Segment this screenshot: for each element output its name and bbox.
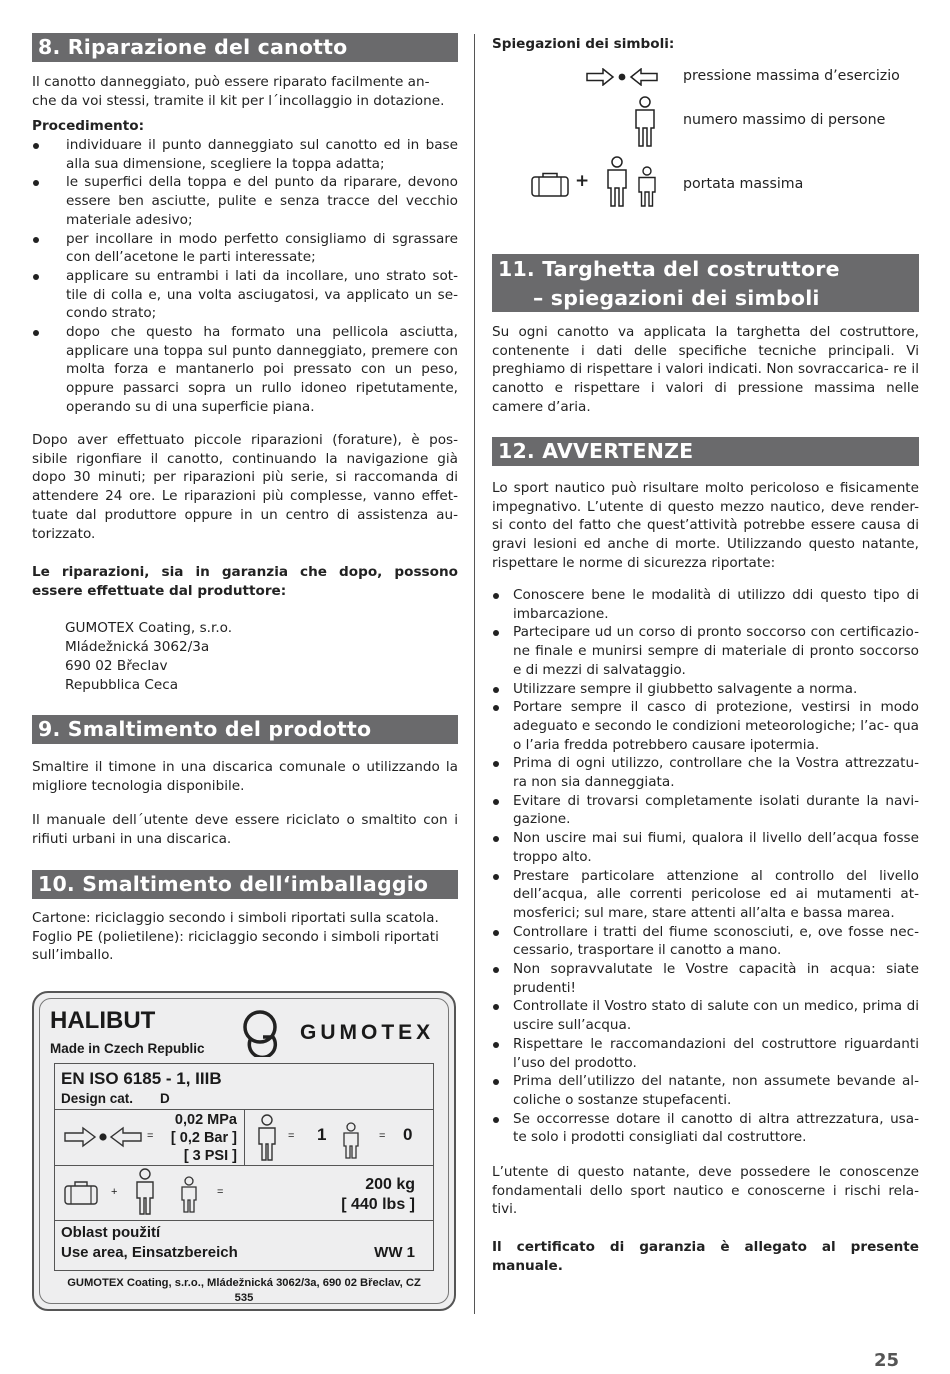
plate-pressure-mpa: 0,02 MPa xyxy=(174,1112,237,1128)
plate-design-value: D xyxy=(160,1091,170,1106)
adult-person-icon xyxy=(604,156,630,208)
plate-persons-adult: 1 xyxy=(317,1125,327,1144)
section-12-outro: L’utente di questo natante, deve possedere le conoscenze fondamentali dello sport nautico e conoscerne i rischi rela- tivi. xyxy=(492,1164,919,1218)
plate-equals: = xyxy=(147,1130,154,1142)
list-item: Conoscere bene le modalità di utilizzo ddi questo tipo di imbarcazione. xyxy=(492,586,919,623)
list-item: individuare il punto danneggiato sul canotto ed in base alla sua dimensione, scegliere la toppa adatta; xyxy=(32,136,458,173)
section-10-text: Cartone: riciclaggio secondo i simboli riportati sulla scatola. Foglio PE (polietilene): riciclaggio secondo i simboli riportati sull’imballo. xyxy=(32,910,439,964)
list-item: Controllate il Vostro stato di salute con un medico, prima di uscire sull’acqua. xyxy=(492,997,919,1034)
symbol-load-label: portata massima xyxy=(683,176,804,192)
plate-pressure-bar: [ 0,2 Bar ] xyxy=(170,1130,237,1146)
plate-load-kg: 200 kg xyxy=(365,1176,415,1193)
plate-product-name: HALIBUT xyxy=(50,1007,156,1034)
column-divider xyxy=(474,34,475,1314)
plate-area-label: Use area, Einsatzbereich xyxy=(61,1244,238,1261)
section-8-title: 8. Riparazione del canotto xyxy=(32,33,458,62)
list-item: Controllare i tratti del fiume sconosciuti, e, ove fosse nec- cessario, trasportare il canotto a mano. xyxy=(492,923,919,960)
list-item: Non sopravvalutate le Vostre capacità in acqua: siate prudenti! xyxy=(492,960,919,997)
adult-person-icon xyxy=(255,1114,279,1162)
section-9-title: 9. Smaltimento del prodotto xyxy=(32,715,458,744)
list-item: Prestare particolare attenzione al controllo del livello dell’acqua, alle correnti pericolose ed ai mutamenti at- mosferici; sul mare, stare attenti all’alta e bassa marea. xyxy=(492,867,919,923)
section-9-p2: Il manuale dell´utente deve essere riciclato o smaltito con i rifiuti urbani in una discarica. xyxy=(32,812,458,847)
procedure-label: Procedimento: xyxy=(32,118,145,134)
plate-pressure-psi: [ 3 PSI ] xyxy=(183,1148,237,1164)
plate-equals: = xyxy=(379,1130,386,1142)
section-12-intro: Lo sport nautico può risultare molto pericoloso e fisicamente impegnativo. L’utente di questo mezzo nautico, deve render- si conto del fatto che quest’attività potrebbe essere causa di gravi lesioni ed anche di morte. Utilizzando questo natante, rispettare le norme di sicurezza riportate: xyxy=(492,480,919,571)
plate-area-value: WW 1 xyxy=(374,1244,415,1261)
procedure-list xyxy=(32,136,458,417)
plate-made-in: Made in Czech Republic xyxy=(50,1041,205,1056)
plate-plus: + xyxy=(111,1186,118,1198)
manufacturer-address: GUMOTEX Coating, s.r.o. Mládežnická 3062/3a 690 02 Břeclav Repubblica Ceca xyxy=(65,620,233,693)
list-item: Rispettare le raccomandazioni del costruttore riguardanti l’uso del prodotto. xyxy=(492,1035,919,1072)
plate-equals: = xyxy=(288,1130,295,1142)
section-10-title: 10. Smaltimento dell‘imballaggio xyxy=(32,870,458,899)
list-item: Prima di ogni utilizzo, controllare che la Vostra attrezzatu- ra non sia danneggiata. xyxy=(492,754,919,791)
child-person-icon xyxy=(636,166,658,208)
section-11-text: Su ogni canotto va applicata la targhetta del costruttore, contenente i dati delle specifiche tecniche principali. Vi preghiamo di rispettare i valori indicati. Non sovraccarica- re il canotto e rispettare i valori di pressione massima nelle camere d’aria. xyxy=(492,324,919,415)
list-item: dopo che questo ha formato una pellicola asciutta, applicare una toppa sul punto danneggiato, premere con molta forza e mantanerlo poi pressato con un peso, oppure passarci sopra un rullo idoneo ripetutamente, operando su di una superficie piana. xyxy=(32,323,458,417)
warnings-list xyxy=(492,586,919,1147)
list-item: Non uscire mai sui fiumi, qualora il livello dell’acqua fosse troppo alto. xyxy=(492,829,919,866)
page-number: 25 xyxy=(874,1350,900,1371)
pressure-symbol-icon xyxy=(586,68,658,86)
child-person-icon xyxy=(179,1176,199,1214)
plate-design-label: Design cat. xyxy=(61,1091,134,1106)
symbol-persons-label: numero massimo di persone xyxy=(683,112,886,128)
list-item: applicare su entrambi i lati da incollare, uno strato sot- tile di colla e, una volta asciugatosi, va applicato un se- condo strato; xyxy=(32,267,458,323)
plate-brand: GUMOTEX xyxy=(300,1021,435,1044)
warranty-certificate-note: Il certificato di garanzia è allegato al presente manuale. xyxy=(492,1239,919,1274)
pressure-symbol-icon xyxy=(63,1126,143,1148)
warranty-note: Le riparazioni, sia in garanzia che dopo, possono essere effettuate dal produttore: xyxy=(32,564,458,599)
plate-footer: GUMOTEX Coating, s.r.o., Mládežnická 3062/3a, 690 02 Břeclav, CZ 535 xyxy=(67,1277,421,1304)
list-item: Prima dell’utilizzo del natante, non assumete bevande al- coliche o sostanze stupefacenti. xyxy=(492,1072,919,1109)
luggage-icon xyxy=(63,1180,99,1206)
list-item: Partecipare ud un corso di pronto soccorso con certificazio- ne finale e munirsi sempre di materiale di pronto soccorso e di mezzi di salvataggio. xyxy=(492,623,919,679)
list-item: Se occorresse dotare il canotto di altra attrezzatura, usa- te solo i prodotti consigliati dal costruttore. xyxy=(492,1110,919,1147)
list-item: le superfici della toppa e del punto da riparare, devono essere ben asciutte, pulite e senza tracce del vecchio materiale adesivo; xyxy=(32,173,458,229)
list-item: Utilizzare sempre il giubbetto salvagente a norma. xyxy=(492,680,919,699)
repair-paragraph: Dopo aver effettuato piccole riparazioni (forature), è pos- sibile rigonfiare il canotto, continuando la navigazione già dopo 30 minuti; per riparazioni più serie, si raccomanda di attendere 24 ore. Le riparazioni più complesse, vanno effet- tuate dal produttore oppure in un centro di assistenza au- torizzato. xyxy=(32,432,458,542)
symbol-plus: + xyxy=(575,171,590,191)
section-11-title: 11. Targhetta del costruttore – spiegazioni dei simboli xyxy=(492,254,919,312)
list-item: per incollare in modo perfetto consigliamo di sgrassare con dell’acetone le parti interessate; xyxy=(32,230,458,267)
adult-person-icon xyxy=(133,1168,157,1216)
symbols-title: Spiegazioni dei simboli: xyxy=(492,36,675,52)
adult-person-icon xyxy=(632,96,658,148)
plate-area-cz: Oblast použití xyxy=(61,1224,161,1241)
list-item: Evitare di trovarsi completamente isolati durante la navi- gazione. xyxy=(492,792,919,829)
luggage-icon xyxy=(530,172,570,198)
plate-spec-box xyxy=(54,1063,434,1271)
plate-standard: EN ISO 6185 - 1, IIIB xyxy=(61,1069,222,1088)
section-9-p1: Smaltire il timone in una discarica comunale o utilizzando la migliore tecnologia disponibile. xyxy=(32,759,458,794)
child-person-icon xyxy=(341,1122,361,1160)
symbol-pressure-label: pressione massima d’esercizio xyxy=(683,68,900,84)
plate-load-lbs: [ 440 lbs ] xyxy=(341,1196,415,1213)
list-item: Portare sempre il casco di protezione, vestirsi in modo adeguato e secondo le condizioni meteorologiche; l’ac- qua o l’aria fredda potrebbero causare ipotermia. xyxy=(492,698,919,754)
plate-persons-child: 0 xyxy=(403,1125,413,1144)
section-12-title: 12. AVVERTENZE xyxy=(492,437,919,466)
gumotex-logo-icon xyxy=(237,1007,289,1057)
plate-equals: = xyxy=(217,1186,224,1198)
manufacturer-plate xyxy=(32,991,456,1311)
section-8-intro: Il canotto danneggiato, può essere riparato facilmente an- che da voi stessi, tramite il kit per l´incollaggio in dotazione. xyxy=(32,74,445,109)
